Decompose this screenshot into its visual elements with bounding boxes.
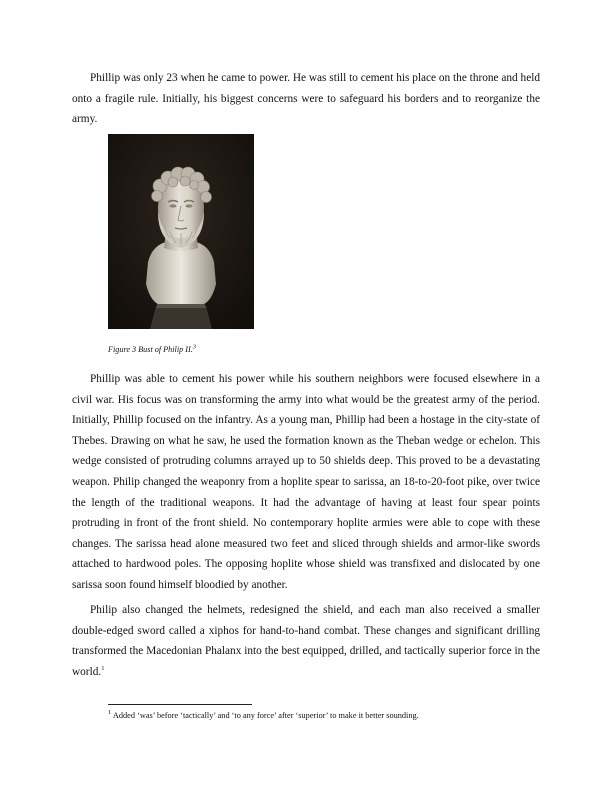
figure-caption: Figure 3 Bust of Philip II.$^3$: [108, 343, 196, 354]
footnote-marker: 1: [108, 709, 112, 717]
paragraph-3: Philip also changed the helmets, redesigned the shield, and each man also received a smaller double-edged sword called a xiphos for hand-to-hand combat. These changes and significant drilling transformed the Macedonian Phalanx into the best equipped, drilled, and tactically superior force in the world.$^1$: [72, 604, 540, 678]
footnote-separator: [108, 704, 252, 705]
footnote-ref[interactable]: 1: [101, 665, 105, 673]
bust-of-philip-image: [108, 134, 254, 329]
paragraph-1: Phillip was only 23 when he came to power. He was still to cement his place on the throne and held onto a fragile rule. Initially, his biggest concerns were to safeguard his borders and to reorganize the army.: [72, 72, 540, 126]
caption-footnote-ref: 3: [192, 343, 196, 351]
footnote: $^1$ Added ‘was’ before ‘tactically’ and ‘to any force’ after ‘superior’ to make it better sounding.: [108, 709, 419, 720]
paragraph-2: Phillip was able to cement his power while his southern neighbors were focused elsewhere in a civil war. His focus was on transforming the army into what would be the greatest army of the period. Initially, Phillip focused on the infantry. As a young man, Phillip had been a hostage in the city-state of Thebes. Drawing on what he saw, he used the formation known as the Theban wedge or echelon. This wedge consisted of protruding columns arrayed up to 50 shields deep. This proved to be a devastating weapon. Philip changed the weaponry from a hoplite spear to sarissa, an 18-to-20-foot pike, over twice the length of the traditional weapons. It had the advantage of having at least four spear points protruding in front of the front shield. No contemporary hoplite armies were able to cope with these changes. The sarissa head alone measured two feet and sliced through shields and armor-like swords attached to hardwood poles. The opposing hoplite whose shield was transfixed and dislocated by one sarissa soon found himself bloodied by another.: [72, 373, 540, 591]
